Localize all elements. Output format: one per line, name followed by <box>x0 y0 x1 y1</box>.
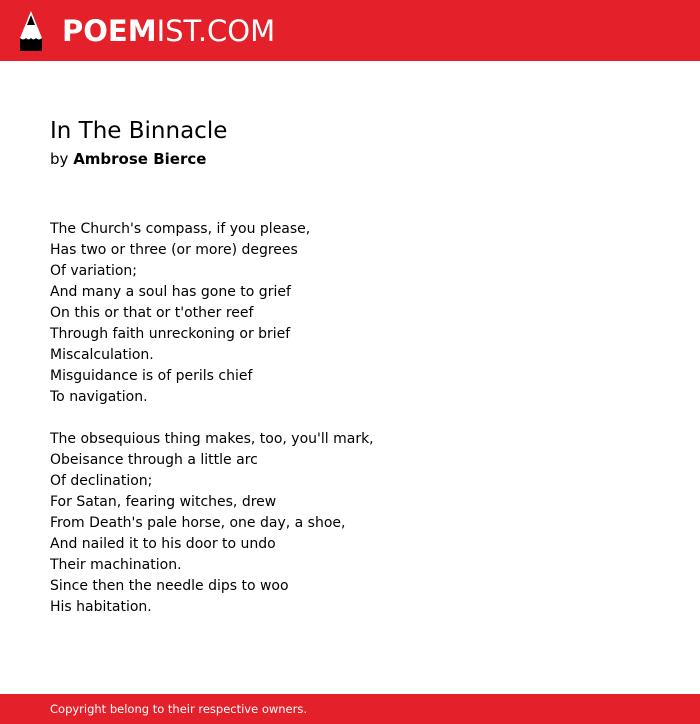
site-footer <box>0 694 700 724</box>
poem-line: On this or that or t'other reef <box>50 305 254 321</box>
author-link[interactable]: Ambrose Bierce <box>73 150 207 168</box>
poem-line: The obsequious thing makes, too, you'll mark, <box>50 431 374 447</box>
poem-line: Since then the needle dips to woo <box>50 578 289 594</box>
poem-title: In The Binnacle <box>50 118 228 144</box>
pencil-icon <box>18 10 44 52</box>
poem-line: From Death's pale horse, one day, a shoe, <box>50 515 346 531</box>
poem-body <box>50 219 650 639</box>
poem-line: Obeisance through a little arc <box>50 452 258 468</box>
site-logo-text <box>62 13 275 49</box>
poem-line: To navigation. <box>50 389 148 405</box>
poem-line: Of variation; <box>50 263 138 279</box>
poem-line: Their machination. <box>50 557 182 573</box>
poem-line: The Church's compass, if you please, <box>50 221 311 237</box>
poem-line: Through faith unreckoning or brief <box>50 326 291 342</box>
poem-line: Miscalculation. <box>50 347 154 363</box>
copyright-text: Copyright belong to their respective owners. <box>50 702 308 716</box>
byline-label: by <box>50 150 69 168</box>
poem-line: Misguidance is of perils chief <box>50 368 253 384</box>
poem-stanza <box>50 219 650 408</box>
poem-stanza <box>50 429 650 618</box>
poem-line: Has two or three (or more) degrees <box>50 242 298 258</box>
poem-line: For Satan, fearing witches, drew <box>50 494 277 510</box>
poem-line: His habitation. <box>50 599 152 615</box>
poem-line: And nailed it to his door to undo <box>50 536 276 552</box>
site-header <box>0 0 700 61</box>
poem-line: Of declination; <box>50 473 153 489</box>
logo-text-light: IST.COM <box>156 14 276 48</box>
logo-text-bold: POEM <box>62 14 157 48</box>
poem-line: And many a soul has gone to grief <box>50 284 291 300</box>
poem-byline <box>50 149 206 169</box>
